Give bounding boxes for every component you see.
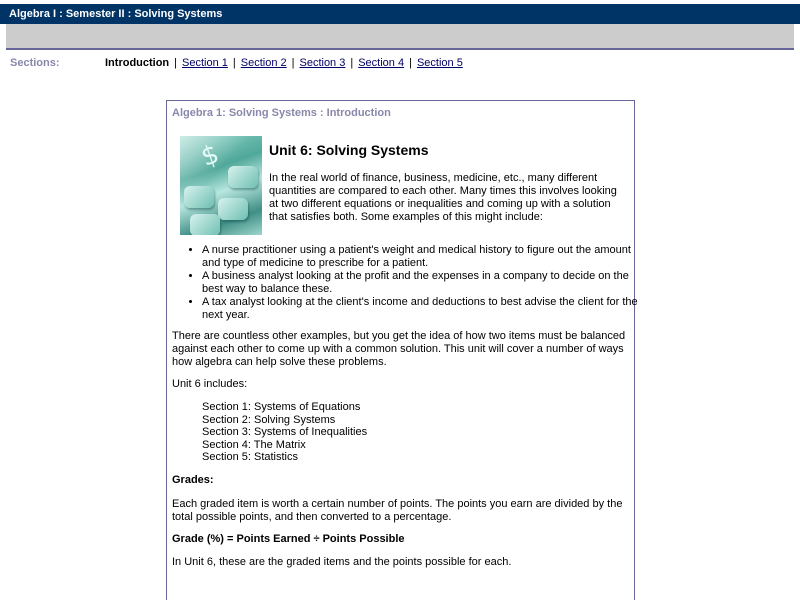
grades-paragraph: Each graded item is worth a certain number of points. The points you earn are divided by the total possible points, and then converted to a percentage. (172, 498, 623, 523)
intro-paragraph: In the real world of finance, business, medicine, etc., many different quantities are compared to each other. Many times this involves looking at two different equations or inequalities and coming up with a solution that satisfies both. Some examples of this might include: (269, 172, 617, 223)
list-item: • A nurse practitioner using a patient's weight and medical history to figure out the amount and type of medicine to prescribe for a patient. (202, 244, 652, 270)
page-header-title: Algebra I : Semester II : Solving Systems (9, 8, 223, 20)
content-panel (166, 100, 638, 600)
calculator-dollar-key-image (180, 136, 262, 235)
nav-link-section-1[interactable]: Section 1 (182, 57, 228, 69)
nav-link-section-2[interactable]: Section 2 (240, 57, 287, 69)
nav-link-section-4[interactable]: Section 4 (358, 57, 405, 69)
breadcrumb: Algebra 1: Solving Systems : Introduction (172, 107, 391, 119)
nav-link-section-5[interactable]: Section 5 (416, 57, 463, 69)
section-nav-items (105, 56, 463, 70)
unit-includes-label: Unit 6 includes: (172, 378, 248, 390)
list-item: Section 3: Systems of Inequalities (202, 426, 368, 438)
header-divider (6, 48, 794, 50)
section-nav-label: Sections: (10, 57, 60, 69)
examples-list (180, 244, 652, 322)
dollar-icon: $ (197, 139, 224, 173)
nav-separator: | (174, 57, 178, 69)
countless-paragraph: There are countless other examples, but you get the idea of how two items must be balanced against each other to come up with a common solution. This unit will cover a number of ways how algebra can help solve these problems. (172, 330, 626, 368)
key-shape (190, 214, 220, 235)
list-item: • A tax analyst looking at the client's income and deductions to best advise the client for the next year. (202, 296, 652, 322)
page-header (0, 4, 800, 24)
nav-separator: | (409, 57, 412, 69)
nav-link-section-3[interactable]: Section 3 (299, 57, 346, 69)
key-shape (228, 166, 258, 188)
key-shape (184, 186, 214, 208)
graded-items-paragraph: In Unit 6, these are the graded items and the points possible for each. (172, 556, 512, 568)
key-shape (218, 198, 248, 220)
grade-formula: Grade (%) = Points Earned ÷ Points Possible (172, 533, 405, 545)
grades-heading: Grades: (172, 474, 214, 486)
nav-separator: | (350, 57, 354, 69)
toolbar-band (6, 24, 794, 48)
list-item: Section 2: Solving Systems (202, 413, 336, 426)
list-item: Section 1: Systems of Equations (202, 401, 361, 413)
list-item: Section 4: The Matrix (202, 438, 306, 451)
list-item: • A business analyst looking at the profit and the expenses in a company to decide on the best way to balance these. (202, 270, 652, 296)
section-nav (10, 56, 800, 70)
nav-item-introduction: Introduction (105, 57, 170, 69)
list-item: Section 5: Statistics (202, 451, 298, 463)
nav-separator: | (232, 57, 236, 69)
nav-separator: | (291, 57, 295, 69)
unit-sections-list (202, 401, 367, 464)
unit-title: Unit 6: Solving Systems (269, 142, 429, 158)
